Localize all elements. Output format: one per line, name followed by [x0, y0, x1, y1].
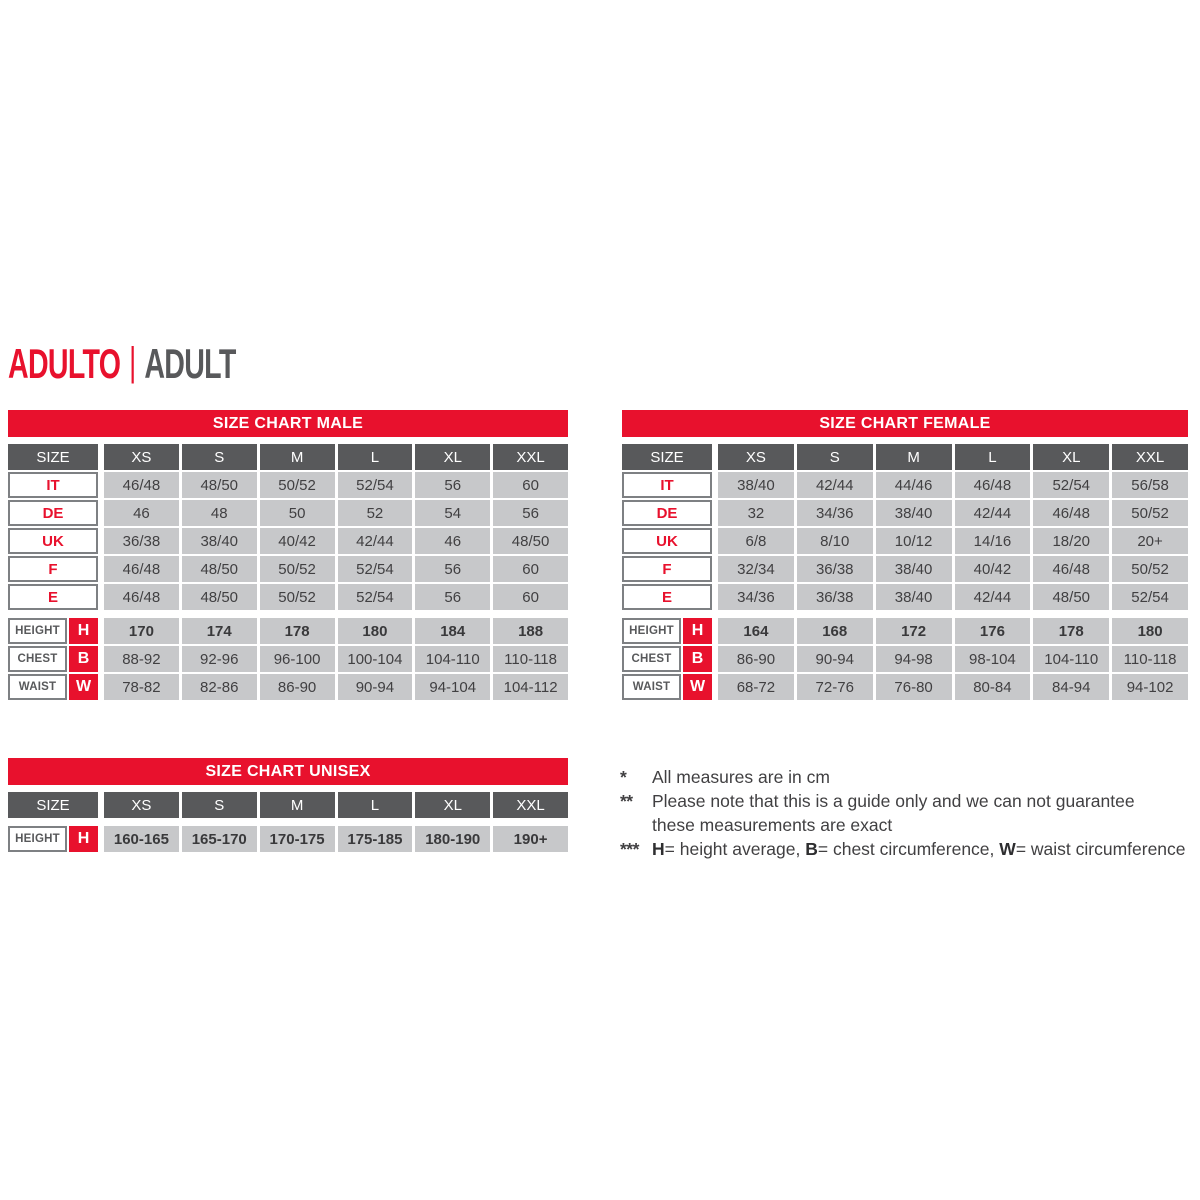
size-chart-female-table	[622, 444, 1188, 700]
size-value-cell: 46/48	[104, 584, 179, 610]
column-header-m: M	[876, 444, 952, 470]
size-value-cell: 48/50	[182, 556, 257, 582]
size-value-cell: 46/48	[104, 472, 179, 498]
column-header-xs: XS	[718, 444, 794, 470]
size-value-cell: 52/54	[1112, 584, 1188, 610]
measure-label-waist	[622, 674, 712, 700]
size-row-it	[622, 472, 1188, 498]
measure-row-height	[8, 826, 568, 852]
row-label-e: E	[622, 584, 712, 610]
column-header-s: S	[182, 792, 257, 818]
measure-value-cell: 178	[1033, 618, 1109, 644]
legend-text: = height average,	[664, 839, 806, 859]
size-value-cell: 46/48	[955, 472, 1031, 498]
size-value-cell: 60	[493, 472, 568, 498]
size-value-cell: 20+	[1112, 528, 1188, 554]
size-value-cell: 36/38	[797, 556, 873, 582]
column-header-xs: XS	[104, 792, 179, 818]
measure-label-height	[8, 618, 98, 644]
row-label-f: F	[622, 556, 712, 582]
size-value-cell: 46	[104, 500, 179, 526]
size-value-cell: 38/40	[876, 556, 952, 582]
size-value-cell: 42/44	[338, 528, 413, 554]
footnote-marker: **	[620, 791, 633, 811]
footnote-marker: *	[620, 767, 627, 787]
size-value-cell: 52	[338, 500, 413, 526]
measure-value-cell: 172	[876, 618, 952, 644]
size-value-cell: 52/54	[338, 584, 413, 610]
size-row-de	[8, 500, 568, 526]
footnote-legend	[620, 837, 1195, 861]
column-header-row	[622, 444, 1188, 470]
measure-value-cell: 94-102	[1112, 674, 1188, 700]
size-row-uk	[8, 528, 568, 554]
measure-value-cell: 110-118	[493, 646, 568, 672]
size-value-cell: 50/52	[260, 556, 335, 582]
size-chart-unisex	[8, 758, 568, 854]
measure-value-cell: 164	[718, 618, 794, 644]
size-value-cell: 40/42	[955, 556, 1031, 582]
measure-value-cell: 68-72	[718, 674, 794, 700]
row-label-waist: WAIST	[8, 674, 67, 700]
size-value-cell: 46/48	[104, 556, 179, 582]
size-value-cell: 52/54	[1033, 472, 1109, 498]
footnote-marker: ***	[620, 839, 639, 859]
size-value-cell: 36/38	[797, 584, 873, 610]
size-value-cell: 38/40	[876, 500, 952, 526]
measure-value-cell: 174	[182, 618, 257, 644]
page-title-primary: ADULTO	[8, 340, 121, 387]
size-value-cell: 14/16	[955, 528, 1031, 554]
column-header-m: M	[260, 444, 335, 470]
row-label-it: IT	[622, 472, 712, 498]
page-title	[8, 342, 236, 386]
column-header-xl: XL	[1033, 444, 1109, 470]
measure-value-cell: 94-104	[415, 674, 490, 700]
size-value-cell: 56	[415, 472, 490, 498]
size-row-f	[8, 556, 568, 582]
measure-value-cell: 86-90	[260, 674, 335, 700]
footnote-text: All measures are in cm	[652, 767, 830, 787]
size-value-cell: 60	[493, 584, 568, 610]
footnote-text	[652, 789, 1195, 837]
size-value-cell: 52/54	[338, 472, 413, 498]
measure-value-cell: 188	[493, 618, 568, 644]
measure-value-cell: 180-190	[415, 826, 490, 852]
column-header-l: L	[955, 444, 1031, 470]
footnote-text	[652, 837, 1195, 861]
size-value-cell: 48/50	[1033, 584, 1109, 610]
measure-row-waist	[622, 674, 1188, 700]
size-value-cell: 48/50	[182, 472, 257, 498]
size-value-cell: 56/58	[1112, 472, 1188, 498]
measure-value-cell: 80-84	[955, 674, 1031, 700]
row-label-height: HEIGHT	[8, 826, 67, 852]
size-value-cell: 54	[415, 500, 490, 526]
page-title-secondary: ADULT	[144, 340, 236, 387]
size-row-uk	[622, 528, 1188, 554]
measure-row-chest	[622, 646, 1188, 672]
size-value-cell: 46/48	[1033, 556, 1109, 582]
size-value-cell: 42/44	[797, 472, 873, 498]
measure-row-waist	[8, 674, 568, 700]
measure-value-cell: 96-100	[260, 646, 335, 672]
measure-value-cell: 110-118	[1112, 646, 1188, 672]
column-header-size: SIZE	[622, 444, 712, 470]
size-value-cell: 38/40	[718, 472, 794, 498]
footnote-line: these measurements are exact	[652, 815, 893, 835]
size-row-de	[622, 500, 1188, 526]
column-header-row	[8, 444, 568, 470]
measure-value-cell: 98-104	[955, 646, 1031, 672]
size-value-cell: 32	[718, 500, 794, 526]
size-value-cell: 46/48	[1033, 500, 1109, 526]
measure-row-height	[622, 618, 1188, 644]
code-badge-b: B	[69, 646, 98, 672]
measure-value-cell: 90-94	[338, 674, 413, 700]
size-row-it	[8, 472, 568, 498]
size-value-cell: 38/40	[876, 584, 952, 610]
footnote-measures-in-cm	[620, 765, 1195, 789]
column-header-s: S	[182, 444, 257, 470]
footnote-guide-only	[620, 789, 1195, 837]
size-value-cell: 56	[493, 500, 568, 526]
size-value-cell: 48/50	[182, 584, 257, 610]
measure-value-cell: 100-104	[338, 646, 413, 672]
measure-value-cell: 104-112	[493, 674, 568, 700]
row-label-height: HEIGHT	[622, 618, 681, 644]
size-chart-female-title-bar: SIZE CHART FEMALE	[622, 410, 1188, 437]
measure-value-cell: 160-165	[104, 826, 179, 852]
measure-value-cell: 88-92	[104, 646, 179, 672]
measure-value-cell: 84-94	[1033, 674, 1109, 700]
measure-value-cell: 190+	[493, 826, 568, 852]
row-label-height: HEIGHT	[8, 618, 67, 644]
measure-value-cell: 82-86	[182, 674, 257, 700]
measure-value-cell: 175-185	[338, 826, 413, 852]
size-row-e	[622, 584, 1188, 610]
column-header-xxl: XXL	[493, 444, 568, 470]
size-row-f	[622, 556, 1188, 582]
measure-value-cell: 176	[955, 618, 1031, 644]
size-value-cell: 6/8	[718, 528, 794, 554]
size-value-cell: 50	[260, 500, 335, 526]
code-badge-w: W	[683, 674, 712, 700]
size-chart-unisex-title-bar: SIZE CHART UNISEX	[8, 758, 568, 785]
size-chart-unisex-table	[8, 792, 568, 852]
size-value-cell: 34/36	[718, 584, 794, 610]
size-value-cell: 38/40	[182, 528, 257, 554]
column-header-l: L	[338, 792, 413, 818]
measure-value-cell: 180	[338, 618, 413, 644]
size-value-cell: 36/38	[104, 528, 179, 554]
measure-value-cell: 170	[104, 618, 179, 644]
measure-value-cell: 86-90	[718, 646, 794, 672]
measure-label-chest	[8, 646, 98, 672]
row-label-f: F	[8, 556, 98, 582]
size-chart-male-table	[8, 444, 568, 700]
size-value-cell: 50/52	[260, 584, 335, 610]
measure-row-chest	[8, 646, 568, 672]
size-value-cell: 34/36	[797, 500, 873, 526]
column-header-size: SIZE	[8, 792, 98, 818]
column-header-xxl: XXL	[493, 792, 568, 818]
measure-value-cell: 72-76	[797, 674, 873, 700]
column-header-row	[8, 792, 568, 818]
size-row-e	[8, 584, 568, 610]
row-label-e: E	[8, 584, 98, 610]
measure-label-waist	[8, 674, 98, 700]
measure-value-cell: 104-110	[415, 646, 490, 672]
column-header-xl: XL	[415, 444, 490, 470]
measure-label-height	[622, 618, 712, 644]
title-separator: |	[129, 340, 136, 384]
legend-code-b: B	[805, 839, 818, 859]
measure-value-cell: 184	[415, 618, 490, 644]
code-badge-h: H	[69, 618, 98, 644]
size-value-cell: 42/44	[955, 584, 1031, 610]
legend-code-h: H	[652, 839, 665, 859]
measure-label-chest	[622, 646, 712, 672]
measure-value-cell: 168	[797, 618, 873, 644]
row-label-de: DE	[8, 500, 98, 526]
size-value-cell: 60	[493, 556, 568, 582]
row-label-uk: UK	[622, 528, 712, 554]
measure-value-cell: 76-80	[876, 674, 952, 700]
size-value-cell: 32/34	[718, 556, 794, 582]
code-badge-h: H	[69, 826, 98, 852]
measure-value-cell: 165-170	[182, 826, 257, 852]
size-value-cell: 56	[415, 556, 490, 582]
column-header-l: L	[338, 444, 413, 470]
measure-value-cell: 92-96	[182, 646, 257, 672]
size-value-cell: 50/52	[1112, 500, 1188, 526]
size-value-cell: 52/54	[338, 556, 413, 582]
legend-text: = chest circumference,	[817, 839, 1000, 859]
column-header-s: S	[797, 444, 873, 470]
legend-text: = waist circumference	[1015, 839, 1186, 859]
size-value-cell: 8/10	[797, 528, 873, 554]
code-badge-h: H	[683, 618, 712, 644]
size-value-cell: 10/12	[876, 528, 952, 554]
footnotes	[620, 765, 1195, 861]
column-header-xxl: XXL	[1112, 444, 1188, 470]
measure-value-cell: 170-175	[260, 826, 335, 852]
size-value-cell: 44/46	[876, 472, 952, 498]
size-value-cell: 50/52	[1112, 556, 1188, 582]
measure-value-cell: 180	[1112, 618, 1188, 644]
size-value-cell: 40/42	[260, 528, 335, 554]
column-header-size: SIZE	[8, 444, 98, 470]
code-badge-w: W	[69, 674, 98, 700]
row-label-de: DE	[622, 500, 712, 526]
size-value-cell: 48	[182, 500, 257, 526]
row-label-it: IT	[8, 472, 98, 498]
measure-value-cell: 90-94	[797, 646, 873, 672]
legend-code-w: W	[999, 839, 1016, 859]
row-label-chest: CHEST	[622, 646, 681, 672]
column-header-xl: XL	[415, 792, 490, 818]
size-value-cell: 48/50	[493, 528, 568, 554]
size-chart-female	[622, 410, 1188, 702]
size-chart-male-title-bar: SIZE CHART MALE	[8, 410, 568, 437]
size-value-cell: 18/20	[1033, 528, 1109, 554]
size-value-cell: 42/44	[955, 500, 1031, 526]
measure-value-cell: 104-110	[1033, 646, 1109, 672]
row-label-chest: CHEST	[8, 646, 67, 672]
size-value-cell: 56	[415, 584, 490, 610]
size-value-cell: 50/52	[260, 472, 335, 498]
measure-row-height	[8, 618, 568, 644]
measure-label-height	[8, 826, 98, 852]
size-value-cell: 46	[415, 528, 490, 554]
measure-value-cell: 178	[260, 618, 335, 644]
column-header-xs: XS	[104, 444, 179, 470]
measure-value-cell: 78-82	[104, 674, 179, 700]
size-chart-male	[8, 410, 568, 702]
column-header-m: M	[260, 792, 335, 818]
measure-value-cell: 94-98	[876, 646, 952, 672]
row-label-waist: WAIST	[622, 674, 681, 700]
row-label-uk: UK	[8, 528, 98, 554]
footnote-line: Please note that this is a guide only and we can not guarantee	[652, 791, 1135, 811]
code-badge-b: B	[683, 646, 712, 672]
